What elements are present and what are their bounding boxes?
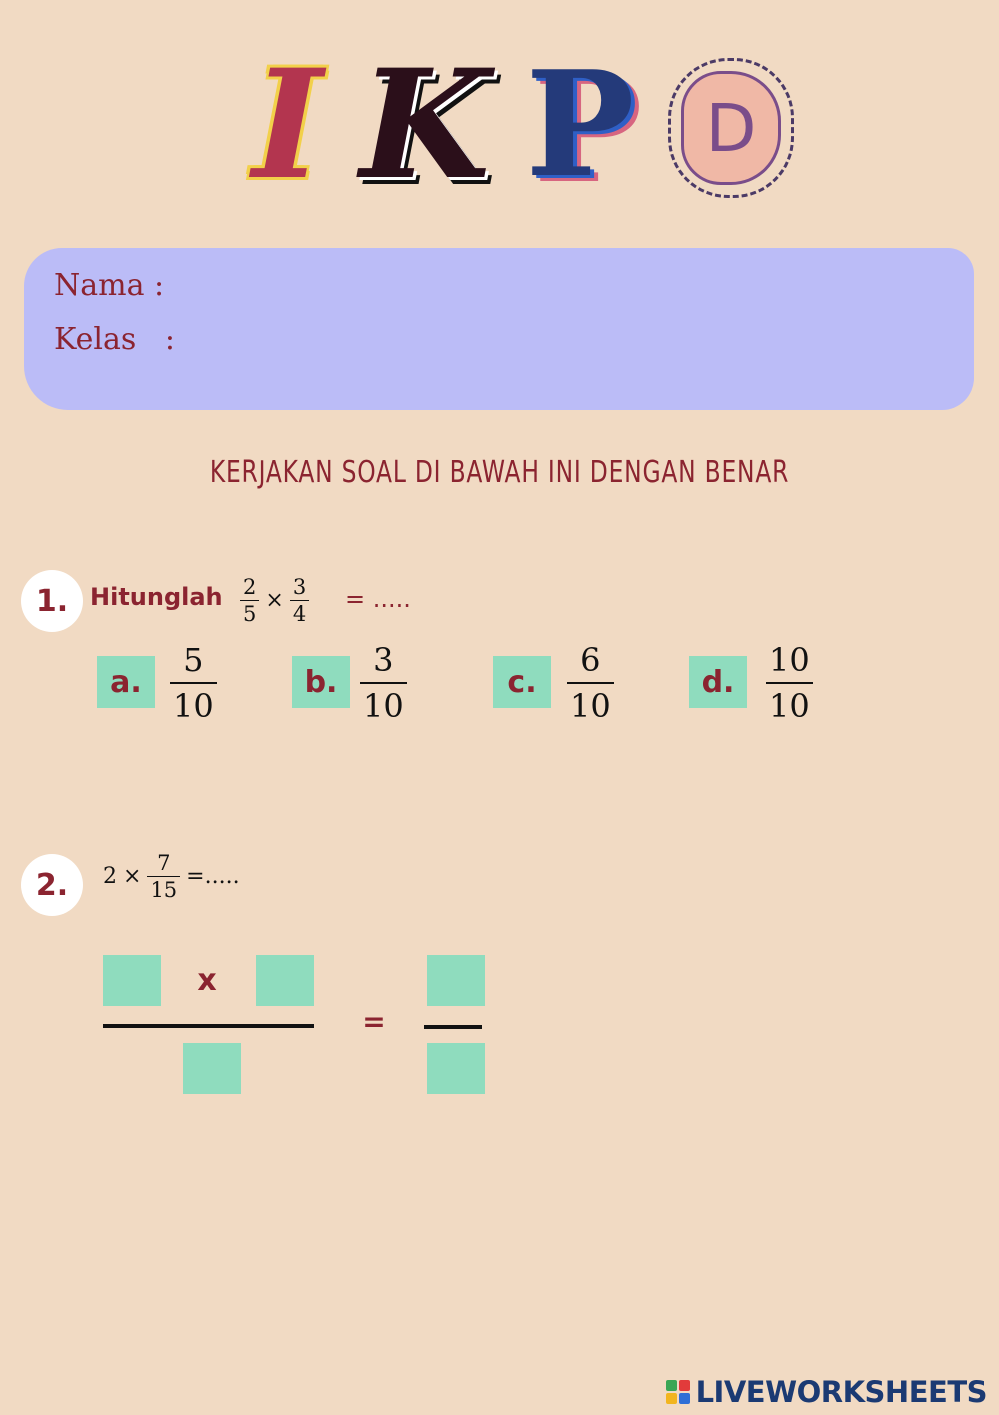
times-operator: × — [265, 588, 284, 613]
work-equals-sign: = — [362, 1005, 386, 1038]
option-d-fraction — [766, 638, 813, 728]
option-b-button[interactable]: b. — [292, 656, 350, 708]
instruction-heading: KERJAKAN SOAL DI BAWAH INI DENGAN BENAR — [209, 455, 790, 490]
name-field[interactable] — [204, 270, 944, 310]
times-operator: × — [123, 864, 142, 889]
title-letter-p: P — [525, 40, 635, 210]
equals-dots: =..... — [186, 864, 240, 889]
logo-square — [679, 1393, 690, 1404]
answer-box-whole[interactable] — [103, 955, 161, 1006]
option-d-button[interactable]: d. — [689, 656, 747, 708]
fraction-denominator: 10 — [360, 682, 407, 728]
result-fraction-bar — [424, 1025, 482, 1029]
title-letter-d: D — [681, 71, 781, 185]
answer-box-denominator[interactable] — [183, 1043, 241, 1094]
question-2-expression — [103, 850, 240, 903]
class-field[interactable] — [204, 324, 944, 364]
option-b-fraction — [360, 638, 407, 728]
fraction-denominator: 10 — [567, 682, 614, 728]
option-c-button[interactable]: c. — [493, 656, 551, 708]
liveworksheets-logo — [666, 1372, 987, 1412]
option-a-fraction — [170, 638, 217, 728]
title-letter-d-badge — [668, 58, 794, 198]
option-c-fraction — [567, 638, 614, 728]
fraction-numerator: 3 — [373, 641, 394, 679]
fraction-denominator: 10 — [766, 682, 813, 728]
result-box-numerator[interactable] — [427, 955, 485, 1006]
fraction-numerator: 10 — [769, 641, 810, 679]
question-1-equals: = ..... — [345, 585, 411, 613]
answer-box-numerator[interactable] — [256, 955, 314, 1006]
fraction-numerator: 2 — [243, 575, 257, 599]
fraction-two-fifths — [240, 574, 259, 627]
fraction-denominator: 5 — [240, 600, 259, 627]
student-info-box — [24, 248, 974, 410]
fraction-three-fourths — [290, 574, 309, 627]
title-letter-i: I — [252, 37, 323, 213]
fraction-numerator: 6 — [580, 641, 601, 679]
fraction-denominator: 4 — [290, 600, 309, 627]
fraction-numerator: 3 — [292, 575, 307, 599]
work-times-sign: x — [197, 963, 217, 998]
liveworksheets-icon — [666, 1380, 690, 1404]
fraction-numerator: 7 — [157, 851, 171, 875]
question-1-number: 1. — [21, 570, 83, 632]
fraction-numerator: 5 — [183, 641, 204, 679]
logo-square — [666, 1380, 677, 1391]
logo-square — [666, 1393, 677, 1404]
question-1-expression — [240, 574, 309, 627]
fraction-bar — [103, 1024, 314, 1028]
option-a-button[interactable]: a. — [97, 656, 155, 708]
fraction-denominator: 10 — [170, 682, 217, 728]
question-2-number: 2. — [21, 854, 83, 916]
name-label: Nama : — [54, 268, 165, 303]
fraction-seven-fifteenths — [147, 850, 180, 903]
whole-number: 2 — [103, 864, 117, 889]
fraction-denominator: 15 — [147, 876, 180, 903]
result-box-denominator[interactable] — [427, 1043, 485, 1094]
liveworksheets-brand: LIVEWORKSHEETS — [695, 1375, 987, 1409]
question-1-prompt: Hitunglah — [90, 583, 223, 611]
logo-square — [679, 1380, 690, 1391]
class-label: Kelas : — [54, 322, 175, 357]
title-letter-k: K — [359, 37, 491, 213]
